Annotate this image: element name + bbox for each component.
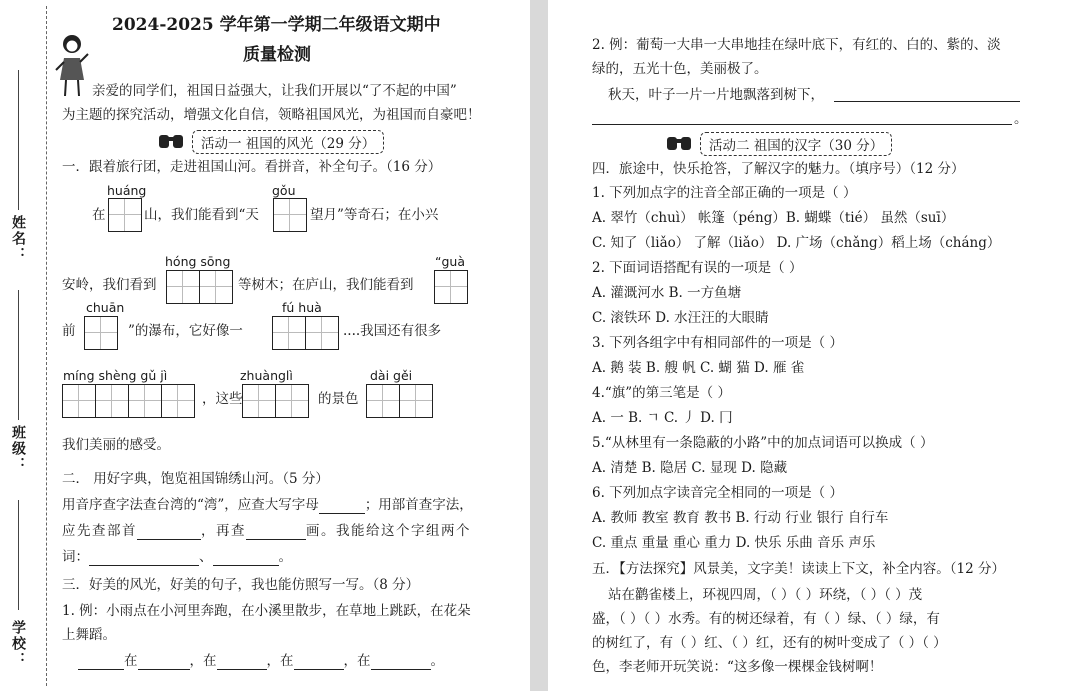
q1-line3-b: ”的瀑布，它好像一 <box>128 323 243 339</box>
q3-title: 三．好美的风光，好美的句子，我也能仿照写一写。（8 分） <box>62 577 420 593</box>
q4-line: 3. 下列各组字中有相同部件的一项是（ ） <box>592 335 843 351</box>
q1-line1-a: 在 <box>92 207 106 223</box>
page-gap <box>530 0 548 691</box>
q1-line3-a: 前 <box>62 323 76 339</box>
q4-line: 5.“从林里有一条隐蔽的小路”中的加点词语可以换成（ ） <box>592 435 934 451</box>
intro-line-1: 亲爱的同学们，祖国日益强大，让我们开展以“了不起的中国” <box>92 83 457 99</box>
q1-title: 一．跟着旅行团，走进祖国山河。看拼音，补全句子。（16 分） <box>62 159 442 175</box>
q2-line2 <box>62 522 471 540</box>
q3-word: 在 <box>124 653 138 669</box>
q5-line4: 色，李老师开玩笑说：“这多像一棵棵金钱树啊！ <box>592 659 883 675</box>
q2-line2-c: 画。我能给这个字组两个 <box>306 523 471 539</box>
q5-title: 五．【方法探究】风景美，文字美！读读上下文，补全内容。（12 分） <box>592 561 1005 577</box>
q4-line: 6. 下列加点字读音完全相同的一项是（ ） <box>592 485 843 501</box>
pinyin-huang: huáng <box>107 183 147 198</box>
q1-line2-a: 安岭，我们看到 <box>62 277 157 293</box>
q3-imitation-line <box>78 652 444 670</box>
pinyin-daigei: dài gěi <box>370 368 413 383</box>
q2-title: 二． 用好字典，饱览祖国锦绣山河。（5 分） <box>62 471 329 487</box>
char-grid[interactable] <box>272 316 339 350</box>
char-grid[interactable] <box>84 316 118 350</box>
char-grid[interactable] <box>242 384 309 418</box>
q3-example2-c: 秋天，叶子一片一片地飘落到树下， <box>608 87 824 103</box>
blank[interactable] <box>213 551 279 566</box>
q4-line: A. 一 B. ㄱ C. 丿 D. 冂 <box>592 410 733 426</box>
q4-line: A. 鹅 装 B. 艘 帆 C. 蝴 猫 D. 雁 雀 <box>592 360 805 376</box>
binoculars-icon <box>158 131 184 149</box>
q4-line: C. 滚铁环 D. 水汪汪的大眼睛 <box>592 310 769 326</box>
q5-line2: 盛，（ ）（ ）水秀。有的树还绿着，有（ ）绿、（ ）绿，有 <box>592 611 940 627</box>
q2-line1 <box>62 496 473 514</box>
q4-line: A. 灌溉河水 B. 一方鱼塘 <box>592 285 742 301</box>
activity-two-banner: 活动二 祖国的汉字（30 分） <box>700 132 892 156</box>
pinyin-gua: “guà <box>435 254 465 269</box>
q1-line1-b: 山，我们能看到“天 <box>144 207 259 223</box>
blank[interactable] <box>137 525 201 540</box>
q4-line: A. 翠竹（chuì） 帐篷（péng）B. 蝴蝶（tié） 虽然（suī） <box>592 210 955 226</box>
q4-line: 1. 下列加点字的注音全部正确的一项是（ ） <box>592 185 857 201</box>
q3-example1-b: 上舞蹈。 <box>62 627 116 643</box>
q5-line3: 的树红了，有（ ）红、（ ）红，还有的树叶变成了（ ）（ ） <box>592 635 947 651</box>
q3-word: ，在 <box>343 653 371 669</box>
q2-line3 <box>62 548 292 566</box>
class-rule <box>18 290 20 420</box>
q3-word: ，在 <box>189 653 217 669</box>
blank[interactable] <box>246 525 306 540</box>
q3-example2-a: 2. 例：葡萄一大串一大串地挂在绿叶底下，有红的、白的、紫的、淡 <box>592 37 1001 53</box>
q2-line1-a: 用音序查字法查台湾的“湾”，应查大写字母 <box>62 497 319 513</box>
q4-line: C. 重点 重量 重心 重力 D. 快乐 乐曲 音乐 声乐 <box>592 535 876 551</box>
pinyin-mingsheng: míng shèng gǔ jì <box>63 368 168 383</box>
q4-line: A. 清楚 B. 隐居 C. 显现 D. 隐藏 <box>592 460 788 476</box>
name-rule <box>18 70 20 210</box>
q2-line2-b: ，再查 <box>201 523 246 539</box>
pinyin-fuhua: fú huà <box>282 300 322 315</box>
char-grid[interactable] <box>273 198 307 232</box>
school-label: 学校： <box>10 620 26 668</box>
char-grid[interactable] <box>108 198 142 232</box>
activity-one-banner: 活动一 祖国的风光（29 分） <box>192 130 384 154</box>
char-grid[interactable] <box>434 270 468 304</box>
q4-title: 四．旅途中，快乐抢答，了解汉字的魅力。（填序号）（12 分） <box>592 161 965 177</box>
q4-line: A. 教师 教室 教育 教书 B. 行动 行业 银行 自行车 <box>592 510 889 526</box>
girl-illustration-icon <box>52 30 92 100</box>
char-grid[interactable] <box>366 384 433 418</box>
blank[interactable] <box>371 655 431 670</box>
blank[interactable] <box>319 499 365 514</box>
q3-example1-a: 1. 例：小雨点在小河里奔跑，在小溪里散步，在草地上跳跃，在花朵 <box>62 603 471 619</box>
q3-word: ，在 <box>266 653 294 669</box>
blank[interactable] <box>89 551 199 566</box>
right-page <box>548 0 1080 691</box>
binoculars-icon <box>666 133 692 151</box>
pinyin-chuan: chuān <box>86 300 125 315</box>
exam-title: 2024-2025 学年第一学期二年级语文期中 <box>112 15 441 35</box>
q3-example2-end: 。 <box>1014 111 1028 127</box>
q2-line2-a: 应先查部首 <box>62 523 137 539</box>
pinyin-gou: gǒu <box>272 183 296 198</box>
pinyin-zhuangli: zhuànglì <box>240 368 293 383</box>
blank[interactable] <box>217 655 267 670</box>
q2-line1-b: ；用部首查字法， <box>364 497 473 513</box>
blank[interactable] <box>138 655 190 670</box>
blank[interactable] <box>78 655 124 670</box>
blank[interactable] <box>294 655 344 670</box>
binding-line <box>46 6 48 686</box>
q1-line2-b: 等树木；在庐山，我们能看到 <box>238 277 414 293</box>
intro-line-2: 为主题的探究活动，增强文化自信，领略祖国风光，为祖国而自豪吧！ <box>62 107 481 123</box>
exam-subtitle: 质量检测 <box>243 45 311 65</box>
name-label: 姓名： <box>10 215 26 263</box>
q4-line: 2. 下面词语搭配有误的一项是（ ） <box>592 260 803 276</box>
q4-line: C. 知了（liǎo） 了解（liǎo） D. 广场（chǎng）稻上场（cháng） <box>592 235 1001 251</box>
q4-line: 4.“旗”的第三笔是（ ） <box>592 385 731 401</box>
school-rule <box>18 500 20 610</box>
answer-line[interactable] <box>592 123 1012 125</box>
q1-line5: 我们美丽的感受。 <box>62 437 170 453</box>
pinyin-hongsong: hóng sōng <box>165 254 231 269</box>
q1-line3-c: ....我国还有很多 <box>343 323 442 339</box>
q1-line4-b: ，这些 <box>202 391 243 407</box>
q2-line3-a: 词： <box>62 549 89 565</box>
class-label: 班级： <box>10 425 26 473</box>
q2-line3-b: 、 <box>199 549 213 565</box>
q3-example2-b: 绿的，五光十色，美丽极了。 <box>592 61 768 77</box>
char-grid[interactable] <box>166 270 233 304</box>
answer-line[interactable] <box>834 100 1020 102</box>
left-page <box>0 0 530 691</box>
q2-line3-c: 。 <box>278 549 292 565</box>
char-grid[interactable] <box>62 384 195 418</box>
q3-word: 。 <box>430 653 444 669</box>
q5-line1: 站在鹳雀楼上，环视四周，（ ）（ ）环绕，（ ）（ ）茂 <box>608 587 923 603</box>
q1-line1-c: 望月”等奇石；在小兴 <box>310 207 439 223</box>
q1-line4-c: 的景色 <box>318 391 359 407</box>
